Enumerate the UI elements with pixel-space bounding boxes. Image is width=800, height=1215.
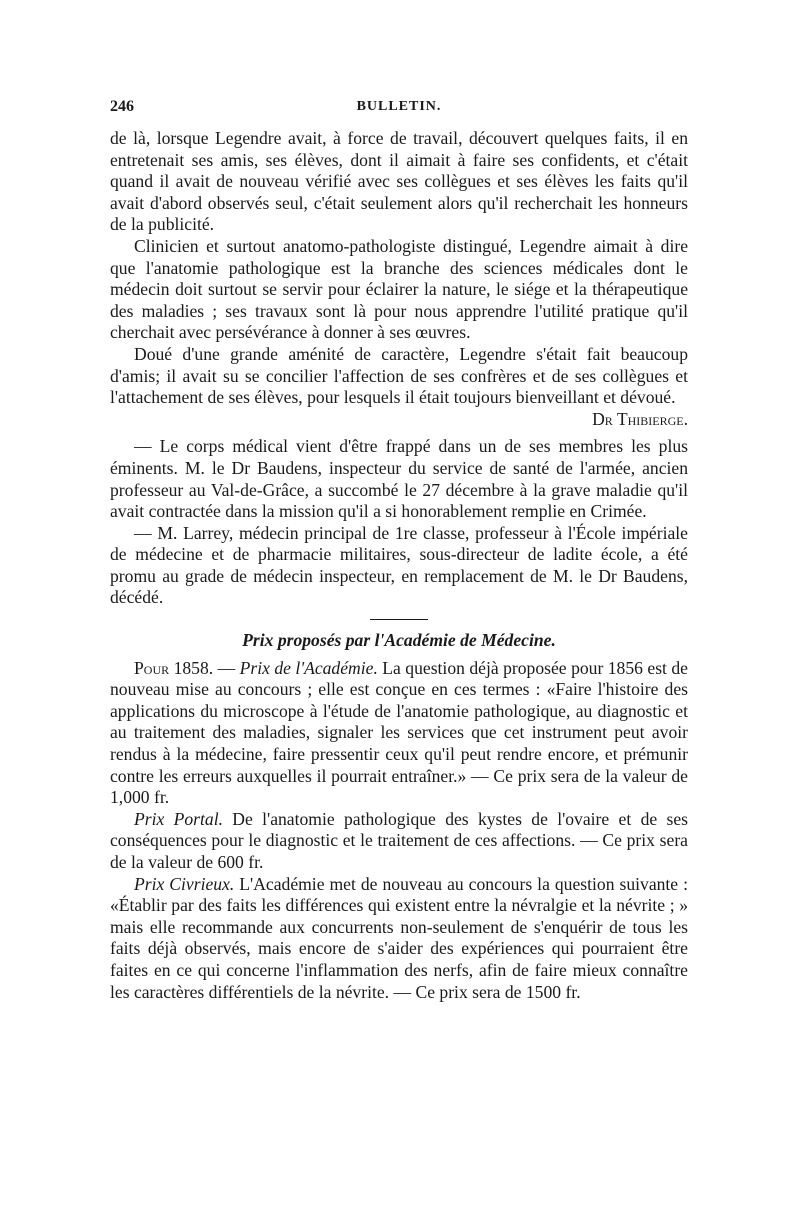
paragraph-legendre-1: de là, lorsque Legendre avait, à force de travail, découvert quelques faits, il en entretenait ses amis, ses élèves, dont il aimait à faire ses confidents, et c'était quand il avait de nouveau vérifié avec ses collègues et ses élèves les faits qu'il avait d'abord observés seul, c'était seulement alors qu'il recherchait les honneurs de la publicité. (110, 128, 688, 235)
year-lead: Pour 1858. — (134, 657, 240, 678)
paragraph-baudens: — Le corps médical vient d'être frappé dans un de ses membres les plus éminents. M. le Dr Baudens, inspecteur du service de santé de l'armée, ancien professeur au Val-de-Grâce, a succombé le 27 décembre à la grave maladie qu'il avait contractée dans la mission qu'il a si honorablement remplie en Crimée. (110, 436, 688, 522)
section-divider (370, 619, 428, 620)
prize-body-portal: De l'anatomie pathologique des kystes de l'ovaire et de ses conséquences pour le diagnostic et le traitement de ces affections. — Ce prix sera de la valeur de 600 fr. (110, 808, 688, 872)
paragraph-legendre-3: Doué d'une grande aménité de caractère, Legendre s'était fait beaucoup d'amis; il avait su se concilier l'affection de ses confrères et de ses collègues et l'attachement de ses élèves, pour lesquels il était toujours bienveillant et dévoué. (110, 343, 688, 408)
paragraph-prix-academie (110, 658, 688, 809)
page (110, 96, 688, 1003)
section-title: Prix proposés par l'Académie de Médecine. (242, 630, 556, 651)
page-number: 246 (110, 98, 134, 115)
prize-body-civrieux: L'Académie met de nouveau au concours la question suivante : «Établir par des faits les différences qui existent entre la névralgie et la névrite ; » mais elle recommande aux concurrents non-seulement de s'enquérir de tous les faits déjà observés, mais encore de s'aider des expériences qui pourraient être faites en ce qui concerne l'inflammation des nerfs, afin de faire mieux connaître les caractères différentiels de la névrite. — Ce prix sera de 1500 fr. (110, 873, 689, 1002)
paragraph-larrey: — M. Larrey, médecin principal de 1re classe, professeur à l'École impériale de médecine et de pharmacie militaires, sous-directeur de ladite école, a été promu au grade de médecin inspecteur, en remplacement de M. le Dr Baudens, décédé. (110, 522, 688, 608)
paragraph-prix-portal (110, 809, 688, 874)
paragraph-prix-civrieux (110, 874, 688, 1004)
running-header (110, 96, 688, 120)
prize-body-academie: La question déjà proposée pour 1856 est de nouveau mise au concours ; elle est conçue en ces termes : «Faire l'histoire des applications du microscope à l'étude de l'anatomie pathologique, au diagnostic et au traitement des maladies, signaler les services que cet instrument peut avoir rendus à la médecine, faire pressentir ceux qu'il peut rendre encore, et prémunir contre les erreurs auxquelles il pourrait entraîner.» — Ce prix sera de la valeur de 1,000 fr. (110, 657, 688, 808)
prize-name-civrieux: Prix Civrieux. (134, 873, 235, 894)
signature: Dr Thibierge. (592, 408, 688, 429)
paragraph-legendre-2: Clinicien et surtout anatomo-pathologiste distingué, Legendre aimait à dire que l'anatomie pathologique est la branche des sciences médicales dont le médecin doit surtout se servir pour éclairer la nature, le siége et la thérapeutique des maladies ; ses travaux sont là pour nous apprendre l'utilité pratique qu'il cherchait avec persévérance à donner à ses œuvres. (110, 235, 688, 343)
running-title: BULLETIN. (356, 99, 442, 114)
prize-name-portal: Prix Portal. (134, 808, 223, 829)
prize-name-academie: Prix de l'Académie. (239, 657, 378, 678)
